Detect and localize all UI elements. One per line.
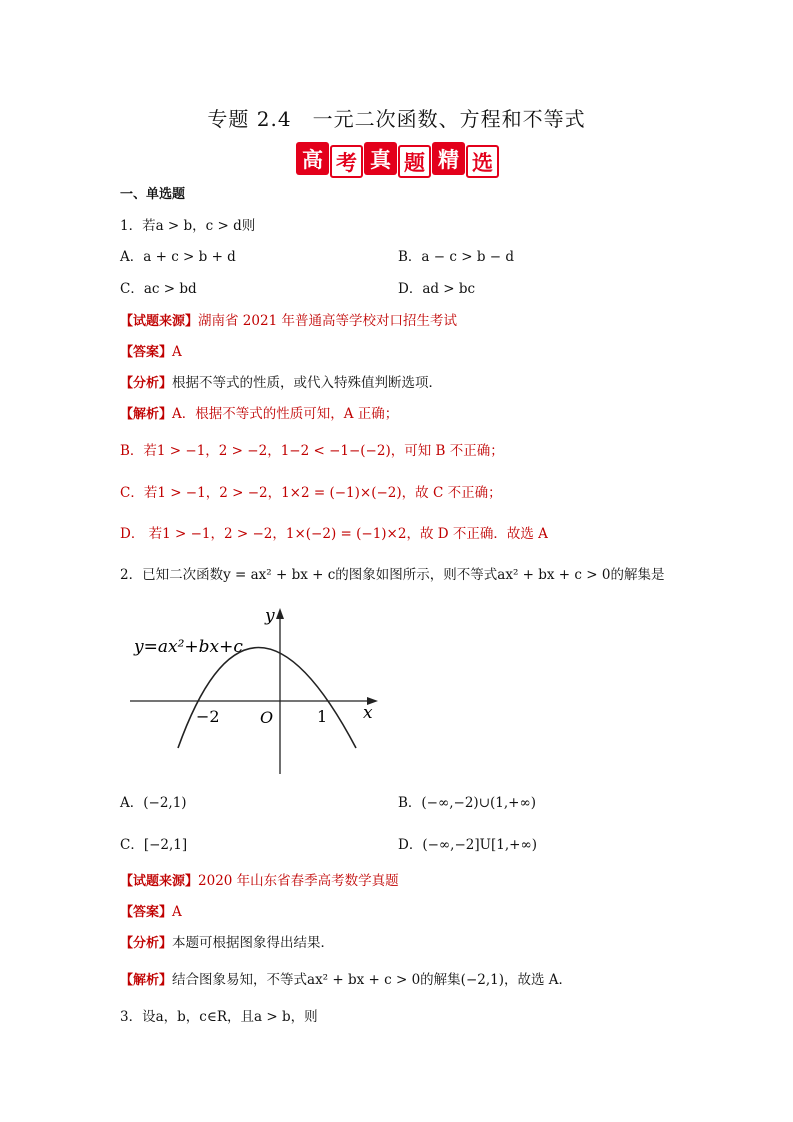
parabola-graph	[120, 600, 390, 780]
banner-char: 精	[432, 142, 465, 175]
solution-label: 【解析】	[120, 973, 173, 988]
q2-analysis	[120, 934, 334, 953]
section-heading: 一、单选题	[120, 187, 186, 202]
q2-option-c: C．[−2,1]	[120, 837, 188, 853]
parabola-curve	[178, 648, 356, 749]
analysis-label: 【分析】	[120, 376, 173, 391]
analysis-text: 本题可根据图象得出结果．	[172, 935, 335, 951]
question-2-stem: 2．已知二次函数y = ax² + bx + c的图象如图所示，则不等式ax² + bx + c > 0的解集是	[120, 567, 665, 583]
answer-label: 【答案】	[120, 905, 173, 920]
banner-char: 高	[296, 142, 329, 175]
source-text: 湖南省 2021 年普通高等学校对口招生考试	[198, 313, 457, 329]
banner-char: 真	[364, 142, 397, 175]
source-label: 【试题来源】	[120, 314, 199, 329]
answer-text: A	[172, 904, 182, 920]
q1-analysis	[120, 374, 442, 393]
q2-option-d: D．(−∞,−2]U[1,+∞)	[398, 837, 537, 853]
equation-label: y=ax²+bx+c	[134, 637, 243, 657]
answer-label: 【答案】	[120, 345, 173, 360]
tick-label-1: 1	[317, 707, 328, 726]
analysis-label: 【分析】	[120, 936, 173, 951]
q2-answer	[120, 903, 182, 922]
y-axis-arrow	[276, 608, 284, 619]
y-axis-label: y	[265, 606, 275, 626]
q2-source	[120, 872, 399, 891]
q1-source	[120, 312, 457, 331]
q1-option-d: D．ad > bc	[398, 281, 476, 297]
question-3-stem: 3．设a，b，c∈R，且a > b，则	[120, 1009, 318, 1025]
banner-gaokao-zhenti-jingxuan	[296, 142, 500, 178]
q2-option-a: A．(−2,1)	[120, 795, 187, 811]
q1-solution-d: D． 若1 > −1，2 > −2，1×(−2) = (−1)×2，故 D 不正确．故选 A	[120, 526, 548, 542]
q1-option-c: C．ac > bd	[120, 281, 197, 297]
source-label: 【试题来源】	[120, 874, 199, 889]
banner-char: 题	[398, 145, 431, 178]
q1-option-a: A．a + c > b + d	[120, 249, 236, 265]
tick-label-neg2: −2	[196, 707, 220, 726]
banner-char: 考	[330, 145, 363, 178]
q2-option-b: B．(−∞,−2)∪(1,+∞)	[398, 795, 536, 811]
question-1-stem: 1．若a > b，c > d则	[120, 218, 256, 234]
q1-solution-c: C．若1 > −1，2 > −2，1×2 = (−1)×(−2)，故 C 不正确；	[120, 485, 502, 501]
banner-char: 选	[466, 145, 499, 178]
source-text: 2020 年山东省春季高考数学真题	[198, 873, 399, 889]
q1-answer	[120, 343, 182, 362]
x-axis-label: x	[363, 703, 373, 723]
analysis-text: 根据不等式的性质，或代入特殊值判断选项．	[172, 375, 443, 391]
solution-text: 结合图象易知，不等式ax² + bx + c > 0的解集(−2,1)，故选 A．	[172, 972, 573, 988]
q1-solution	[120, 405, 398, 424]
page-title: 专题 2.4 一元二次函数、方程和不等式	[207, 107, 586, 131]
answer-text: A	[172, 344, 182, 360]
q2-solution	[120, 971, 572, 990]
solution-text: A．根据不等式的性质可知，A 正确；	[172, 406, 399, 422]
q1-solution-b: B．若1 > −1，2 > −2，1−2 < −1−(−2)，可知 B 不正确；	[120, 443, 504, 459]
origin-label: O	[260, 708, 274, 727]
q1-option-b: B．a − c > b − d	[398, 249, 514, 265]
solution-label: 【解析】	[120, 407, 173, 422]
